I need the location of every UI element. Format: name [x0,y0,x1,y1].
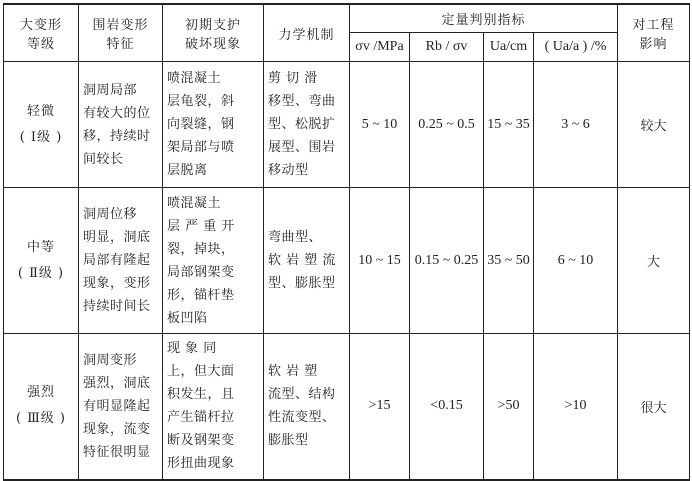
ua-cell: 35 ~ 50 [484,188,534,334]
deform-line: 明显，洞底 [83,230,151,245]
mechanism-line: 移型、弯曲 [268,94,336,109]
deform-line: 现象，流变 [83,421,151,437]
impact-cell: 大 [618,188,690,334]
ratio-cell: 0.25 ~ 0.5 [410,62,484,188]
support-line: 喷混凝土 [167,71,222,86]
header-impact-line1: 对工程 [632,18,675,33]
impact-cell: 很大 [618,334,690,480]
header-support-line2: 破坏现象 [184,37,241,52]
table-row [4,188,690,334]
mechanism-cell [264,62,350,188]
table-row [4,334,690,480]
deform-line: 间较长 [83,151,124,167]
sigma-cell: >15 [350,334,410,480]
mechanism-line: 软 岩 塑 流 [268,253,336,268]
grade-code: ( Ⅱ级 ) [17,265,65,281]
support-line: 断及钢架变 [167,433,235,449]
header-indicators: 定量判别指标 [350,4,618,33]
ratio-cell: <0.15 [410,334,484,480]
deform-cell [79,62,163,188]
header-impact-line2: 影响 [639,37,668,52]
mechanism-line: 展型、围岩 [268,140,336,155]
mechanism-cell [264,334,350,480]
mechanism-line: 型、松脱扩 [268,117,336,132]
impact-cell: 较大 [618,62,690,188]
support-line: 裂，掉块， [167,241,235,257]
mechanism-cell [264,188,350,334]
support-cell [163,62,264,188]
grade-name: 强烈 [26,385,55,401]
header-sigma: σv /MPa [350,33,410,62]
header-support [163,4,264,62]
grade-cell [4,62,79,188]
deform-line: 现象，变形 [83,276,151,291]
header-support-line1: 初期支护 [184,18,241,33]
header-deform-line2: 特征 [106,37,135,52]
mechanism-line: 剪 切 滑 [268,71,318,86]
deform-line: 特征很明显 [83,444,151,460]
support-line: 向裂缝，钢 [167,117,235,132]
deform-line: 有明显隆起 [83,398,151,414]
header-ua: Ua/cm [484,33,534,62]
support-line: 积发生，且 [167,387,235,403]
support-line: 上，但大面 [167,364,235,380]
table-row [4,62,690,188]
ratio-cell: 0.15 ~ 0.25 [410,188,484,334]
header-ratio: Rb / σv [410,33,484,62]
ua-cell: >50 [484,334,534,480]
deform-line: 洞周变形 [83,352,138,368]
grade-code: ( Ⅲ级 ) [16,411,66,427]
support-line: 现 象 同 [167,341,217,357]
mechanism-line: 型、膨胀型 [268,276,336,291]
mechanism-line: 性流变型、 [268,410,336,426]
deform-line: 强烈，洞底 [83,375,151,391]
support-line: 架局部与喷 [167,140,235,155]
support-line: 层脱离 [167,163,208,178]
deform-line: 移，持续时 [83,128,151,144]
support-line: 形扭曲现象 [167,456,235,472]
grade-name: 轻微 [26,103,55,119]
support-line: 局部钢架变 [167,264,235,280]
mechanism-line: 移动型 [268,163,309,178]
header-mechanism: 力学机制 [264,4,350,62]
ua-cell: 15 ~ 35 [484,62,534,188]
support-line: 产生锚杆拉 [167,410,235,426]
deform-line: 洞周位移 [83,207,138,222]
support-line: 形，锚杆垫 [167,287,235,303]
header-impact [618,4,690,62]
deform-line: 有较大的位 [83,105,151,121]
uaa-cell: >10 [534,334,618,480]
grade-cell [4,334,79,480]
deform-line: 持续时间长 [83,299,151,314]
deform-cell [79,188,163,334]
support-line: 喷混凝土 [167,195,222,211]
header-grade-line2: 等级 [26,37,55,52]
mechanism-line: 软 岩 塑 [268,364,318,380]
header-deform-line1: 围岩变形 [92,18,149,33]
grade-code: ( Ⅰ级 ) [19,129,63,145]
support-line: 层 严 重 开 [167,218,235,234]
mechanism-line: 膨胀型 [268,433,309,449]
mechanism-line: 流型、结构 [268,387,336,403]
header-deform [79,4,163,62]
sigma-cell: 5 ~ 10 [350,62,410,188]
header-uaa: ( Ua/a ) /% [534,33,618,62]
support-cell [163,188,264,334]
deform-line: 局部有隆起 [83,253,151,268]
support-line: 板凹陷 [167,310,208,326]
sigma-cell: 10 ~ 15 [350,188,410,334]
support-line: 层龟裂，斜 [167,94,235,109]
grade-cell [4,188,79,334]
header-grade [4,4,79,62]
header-grade-line1: 大变形 [19,18,62,33]
support-cell [163,334,264,480]
deform-cell [79,334,163,480]
grade-name: 中等 [26,239,55,255]
deformation-grade-table [3,3,690,481]
deform-line: 洞周局部 [83,82,138,98]
uaa-cell: 6 ~ 10 [534,188,618,334]
mechanism-line: 弯曲型、 [268,230,323,245]
uaa-cell: 3 ~ 6 [534,62,618,188]
